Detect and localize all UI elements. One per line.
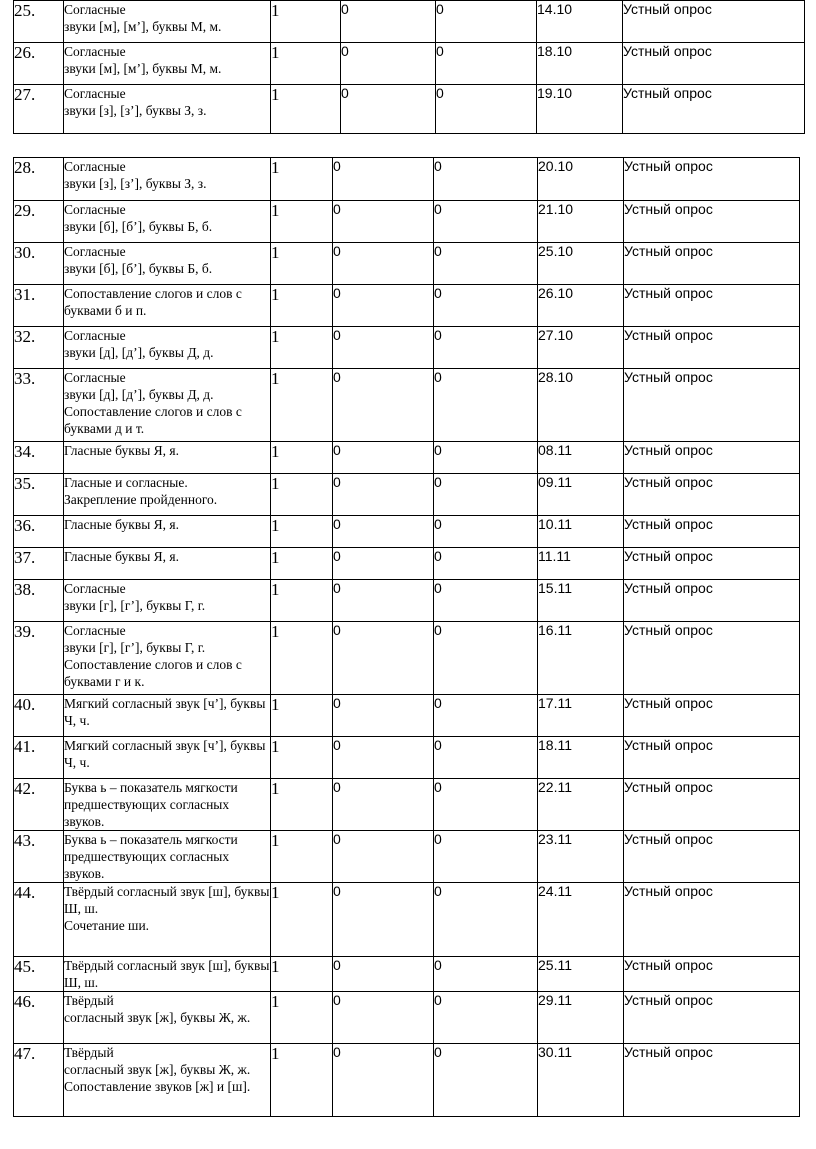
row-number: 36. — [14, 516, 64, 548]
lesson-topic: Мягкий согласный звук [ч’], буквы Ч, ч. — [64, 695, 271, 737]
row-number: 31. — [14, 285, 64, 327]
table-row — [14, 548, 800, 580]
lesson-topic: Согласные звуки [д], [д’], буквы Д, д. — [64, 327, 271, 369]
value-cell: 0 — [333, 992, 434, 1044]
control-form: Устный опрос — [624, 1044, 800, 1117]
hours-count: 1 — [271, 622, 333, 695]
lesson-date: 20.10 — [538, 158, 624, 201]
lesson-topic: Согласные звуки [г], [г’], буквы Г, г. Сопоставление слогов и слов с буквами г и к. — [64, 622, 271, 695]
value-cell: 0 — [434, 201, 538, 243]
value-cell: 0 — [341, 43, 436, 85]
lesson-date: 22.11 — [538, 779, 624, 831]
lesson-topic: Согласные звуки [б], [б’], буквы Б, б. — [64, 243, 271, 285]
lesson-date: 08.11 — [538, 442, 624, 474]
value-cell: 0 — [434, 992, 538, 1044]
value-cell: 0 — [333, 285, 434, 327]
row-number: 25. — [14, 1, 64, 43]
value-cell: 0 — [434, 243, 538, 285]
hours-count: 1 — [271, 442, 333, 474]
value-cell: 0 — [434, 580, 538, 622]
hours-count: 1 — [271, 327, 333, 369]
value-cell: 0 — [434, 327, 538, 369]
table-row — [14, 285, 800, 327]
lesson-table-top-body — [14, 1, 805, 134]
control-form: Устный опрос — [624, 580, 800, 622]
table-row — [14, 474, 800, 516]
control-form: Устный опрос — [624, 957, 800, 992]
value-cell: 0 — [333, 737, 434, 779]
table-row — [14, 369, 800, 442]
table-row — [14, 883, 800, 957]
value-cell: 0 — [436, 85, 537, 134]
value-cell: 0 — [333, 779, 434, 831]
value-cell: 0 — [333, 695, 434, 737]
lesson-date: 09.11 — [538, 474, 624, 516]
lesson-topic: Твёрдый согласный звук [ш], буквы Ш, ш. — [64, 958, 270, 990]
table-row — [14, 779, 800, 831]
lesson-date: 17.11 — [538, 695, 624, 737]
value-cell: 0 — [434, 737, 538, 779]
value-cell: 0 — [333, 243, 434, 285]
table-row — [14, 243, 800, 285]
lesson-topic: Согласные звуки [б], [б’], буквы Б, б. — [64, 201, 271, 243]
control-form: Устный опрос — [624, 548, 800, 580]
row-number: 27. — [14, 85, 64, 134]
table-row — [14, 831, 800, 883]
lesson-topic: Твёрдый согласный звук [ш], буквы Ш, ш. Сочетание ши. — [64, 883, 271, 957]
hours-count: 1 — [271, 285, 333, 327]
lesson-date: 15.11 — [538, 580, 624, 622]
lesson-topic: Гласные и согласные. Закрепление пройденного. — [64, 474, 271, 516]
lesson-date: 10.11 — [538, 516, 624, 548]
value-cell: 0 — [434, 474, 538, 516]
lesson-topic: Согласные звуки [з], [з’], буквы З, з. — [64, 158, 271, 201]
lesson-topic: Согласные звуки [г], [г’], буквы Г, г. — [64, 580, 271, 622]
table-row — [14, 622, 800, 695]
value-cell: 0 — [333, 548, 434, 580]
table-row — [14, 695, 800, 737]
value-cell: 0 — [333, 474, 434, 516]
lesson-topic: Твёрдый согласный звук [ж], буквы Ж, ж. — [64, 992, 271, 1044]
row-number: 42. — [14, 779, 64, 831]
row-number: 35. — [14, 474, 64, 516]
value-cell: 0 — [333, 201, 434, 243]
table-row — [14, 992, 800, 1044]
lesson-date: 27.10 — [538, 327, 624, 369]
lesson-date: 18.10 — [537, 43, 623, 85]
table-row — [14, 85, 805, 134]
hours-count: 1 — [271, 474, 333, 516]
hours-count: 1 — [271, 992, 333, 1044]
row-number: 28. — [14, 158, 64, 201]
value-cell: 0 — [333, 369, 434, 442]
table-row — [14, 1, 805, 43]
lesson-topic: Согласные звуки [м], [м’], буквы М, м. — [64, 43, 271, 85]
hours-count: 1 — [271, 883, 333, 957]
control-form: Устный опрос — [623, 1, 805, 43]
value-cell: 0 — [436, 1, 537, 43]
lesson-date: 29.11 — [538, 992, 624, 1044]
lesson-date: 19.10 — [537, 85, 623, 134]
row-number: 41. — [14, 737, 64, 779]
lesson-topic: Согласные звуки [д], [д’], буквы Д, д. Сопоставление слогов и слов с буквами д и т. — [64, 369, 271, 442]
hours-count: 1 — [271, 201, 333, 243]
control-form: Устный опрос — [624, 327, 800, 369]
row-number: 39. — [14, 622, 64, 695]
value-cell: 0 — [333, 158, 434, 201]
lesson-topic: Гласные буквы Я, я. — [64, 516, 271, 548]
control-form: Устный опрос — [624, 779, 800, 831]
table-row — [14, 516, 800, 548]
table-row — [14, 158, 800, 201]
lesson-topic: Сопоставление слогов и слов с буквами б и п. — [64, 285, 271, 327]
row-number: 46. — [14, 992, 64, 1044]
value-cell: 0 — [434, 548, 538, 580]
row-number: 45. — [14, 957, 64, 992]
control-form: Устный опрос — [624, 737, 800, 779]
table-row — [14, 201, 800, 243]
value-cell: 0 — [434, 442, 538, 474]
lesson-table-bottom — [13, 157, 800, 1117]
hours-count: 1 — [271, 243, 333, 285]
control-form: Устный опрос — [624, 516, 800, 548]
hours-count: 1 — [271, 580, 333, 622]
hours-count: 1 — [271, 369, 333, 442]
lesson-table-top — [13, 0, 805, 134]
control-form: Устный опрос — [624, 992, 800, 1044]
row-number: 26. — [14, 43, 64, 85]
lesson-topic: Мягкий согласный звук [ч’], буквы Ч, ч. — [64, 737, 271, 779]
value-cell: 0 — [341, 1, 436, 43]
control-form: Устный опрос — [624, 622, 800, 695]
lesson-topic: Согласные звуки [з], [з’], буквы З, з. — [64, 85, 271, 134]
hours-count: 1 — [271, 1, 341, 43]
lesson-date: 25.10 — [538, 243, 624, 285]
control-form: Устный опрос — [623, 85, 805, 134]
row-number: 38. — [14, 580, 64, 622]
hours-count: 1 — [271, 957, 333, 992]
table-row — [14, 43, 805, 85]
value-cell: 0 — [434, 957, 538, 992]
control-form: Устный опрос — [624, 369, 800, 442]
lesson-date: 30.11 — [538, 1044, 624, 1117]
control-form: Устный опрос — [624, 243, 800, 285]
row-number: 30. — [14, 243, 64, 285]
row-number: 43. — [14, 831, 64, 883]
hours-count: 1 — [271, 548, 333, 580]
lesson-table-bottom-body — [14, 158, 800, 1117]
hours-count: 1 — [271, 1044, 333, 1117]
value-cell: 0 — [333, 1044, 434, 1117]
lesson-topic: Гласные буквы Я, я. — [64, 548, 271, 580]
table-row — [14, 327, 800, 369]
hours-count: 1 — [271, 158, 333, 201]
hours-count: 1 — [271, 737, 333, 779]
value-cell: 0 — [333, 622, 434, 695]
control-form: Устный опрос — [624, 883, 800, 957]
value-cell: 0 — [434, 883, 538, 957]
table-row — [14, 442, 800, 474]
hours-count: 1 — [271, 831, 333, 883]
control-form: Устный опрос — [624, 474, 800, 516]
control-form: Устный опрос — [624, 831, 800, 883]
row-number: 37. — [14, 548, 64, 580]
value-cell: 0 — [333, 442, 434, 474]
value-cell: 0 — [434, 695, 538, 737]
lesson-topic: Гласные буквы Я, я. — [64, 442, 271, 474]
value-cell: 0 — [434, 779, 538, 831]
row-number: 40. — [14, 695, 64, 737]
lesson-topic: Согласные звуки [м], [м’], буквы М, м. — [64, 1, 271, 43]
table-row — [14, 580, 800, 622]
lesson-date: 24.11 — [538, 883, 624, 957]
hours-count: 1 — [271, 779, 333, 831]
lesson-date: 11.11 — [538, 548, 624, 580]
lesson-date: 25.11 — [538, 957, 624, 992]
lesson-date: 21.10 — [538, 201, 624, 243]
hours-count: 1 — [271, 85, 341, 134]
value-cell: 0 — [434, 285, 538, 327]
lesson-topic: Буква ь – показатель мягкости предшествующих согласных звуков. — [64, 831, 271, 883]
value-cell: 0 — [333, 957, 434, 992]
value-cell: 0 — [333, 327, 434, 369]
row-number: 33. — [14, 369, 64, 442]
table-row — [14, 737, 800, 779]
lesson-date: 16.11 — [538, 622, 624, 695]
lesson-date: 23.11 — [538, 831, 624, 883]
hours-count: 1 — [271, 43, 341, 85]
value-cell: 0 — [333, 516, 434, 548]
row-number: 32. — [14, 327, 64, 369]
lesson-date: 28.10 — [538, 369, 624, 442]
control-form: Устный опрос — [624, 201, 800, 243]
lesson-date: 26.10 — [538, 285, 624, 327]
value-cell: 0 — [333, 831, 434, 883]
control-form: Устный опрос — [624, 285, 800, 327]
value-cell: 0 — [341, 85, 436, 134]
control-form: Устный опрос — [624, 695, 800, 737]
value-cell: 0 — [434, 831, 538, 883]
control-form: Устный опрос — [624, 158, 800, 201]
row-number: 44. — [14, 883, 64, 957]
value-cell: 0 — [434, 158, 538, 201]
row-number: 29. — [14, 201, 64, 243]
value-cell: 0 — [434, 369, 538, 442]
control-form: Устный опрос — [624, 442, 800, 474]
table-row — [14, 1044, 800, 1117]
row-number: 47. — [14, 1044, 64, 1117]
lesson-date: 14.10 — [537, 1, 623, 43]
hours-count: 1 — [271, 695, 333, 737]
hours-count: 1 — [271, 516, 333, 548]
table-row — [14, 957, 800, 992]
lesson-topic: Буква ь – показатель мягкости предшествующих согласных звуков. — [64, 779, 271, 831]
value-cell: 0 — [434, 516, 538, 548]
control-form: Устный опрос — [623, 43, 805, 85]
value-cell: 0 — [434, 622, 538, 695]
value-cell: 0 — [333, 580, 434, 622]
lesson-topic: Твёрдый согласный звук [ж], буквы Ж, ж. Сопоставление звуков [ж] и [ш]. — [64, 1044, 271, 1117]
value-cell: 0 — [436, 43, 537, 85]
value-cell: 0 — [434, 1044, 538, 1117]
row-number: 34. — [14, 442, 64, 474]
lesson-date: 18.11 — [538, 737, 624, 779]
value-cell: 0 — [333, 883, 434, 957]
